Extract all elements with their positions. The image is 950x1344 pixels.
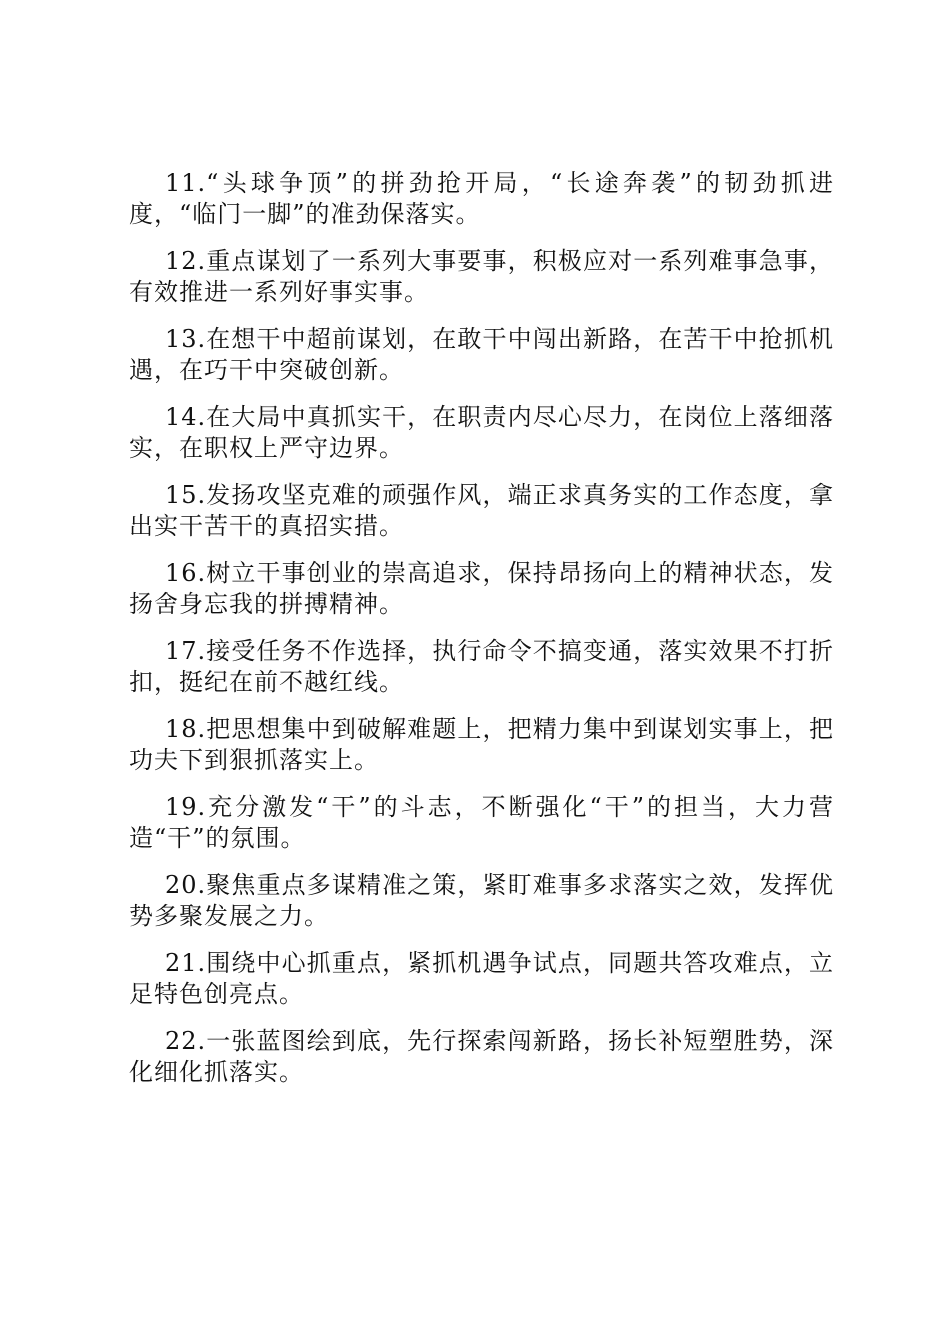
paragraph-15: 15.发扬攻坚克难的顽强作风，端正求真务实的工作态度，拿出实干苦干的真招实措。 xyxy=(129,481,834,540)
paragraph-13: 13.在想干中超前谋划，在敢干中闯出新路，在苦干中抢抓机遇，在巧干中突破创新。 xyxy=(129,325,834,384)
paragraph-17: 17.接受任务不作选择，执行命令不搞变通，落实效果不打折扣，挺纪在前不越红线。 xyxy=(129,637,834,696)
paragraph-20: 20.聚焦重点多谋精准之策，紧盯难事多求落实之效，发挥优势多聚发展之力。 xyxy=(129,871,834,930)
paragraph-11: 11.“头球争顶”的拼劲抢开局，“长途奔袭”的韧劲抓进度，“临门一脚”的准劲保落实。 xyxy=(129,169,834,228)
paragraph-22: 22.一张蓝图绘到底，先行探索闯新路，扬长补短塑胜势，深化细化抓落实。 xyxy=(129,1027,834,1086)
paragraph-21: 21.围绕中心抓重点，紧抓机遇争试点，同题共答攻难点，立足特色创亮点。 xyxy=(129,949,834,1008)
paragraph-18: 18.把思想集中到破解难题上，把精力集中到谋划实事上，把功夫下到狠抓落实上。 xyxy=(129,715,834,774)
document-body xyxy=(129,168,834,1104)
paragraph-12: 12.重点谋划了一系列大事要事，积极应对一系列难事急事，有效推进一系列好事实事。 xyxy=(129,247,834,306)
paragraph-19: 19.充分激发“干”的斗志，不断强化“干”的担当，大力营造“干”的氛围。 xyxy=(129,793,834,852)
paragraph-16: 16.树立干事创业的崇高追求，保持昂扬向上的精神状态，发扬舍身忘我的拼搏精神。 xyxy=(129,559,834,618)
paragraph-14: 14.在大局中真抓实干，在职责内尽心尽力，在岗位上落细落实，在职权上严守边界。 xyxy=(129,403,834,462)
